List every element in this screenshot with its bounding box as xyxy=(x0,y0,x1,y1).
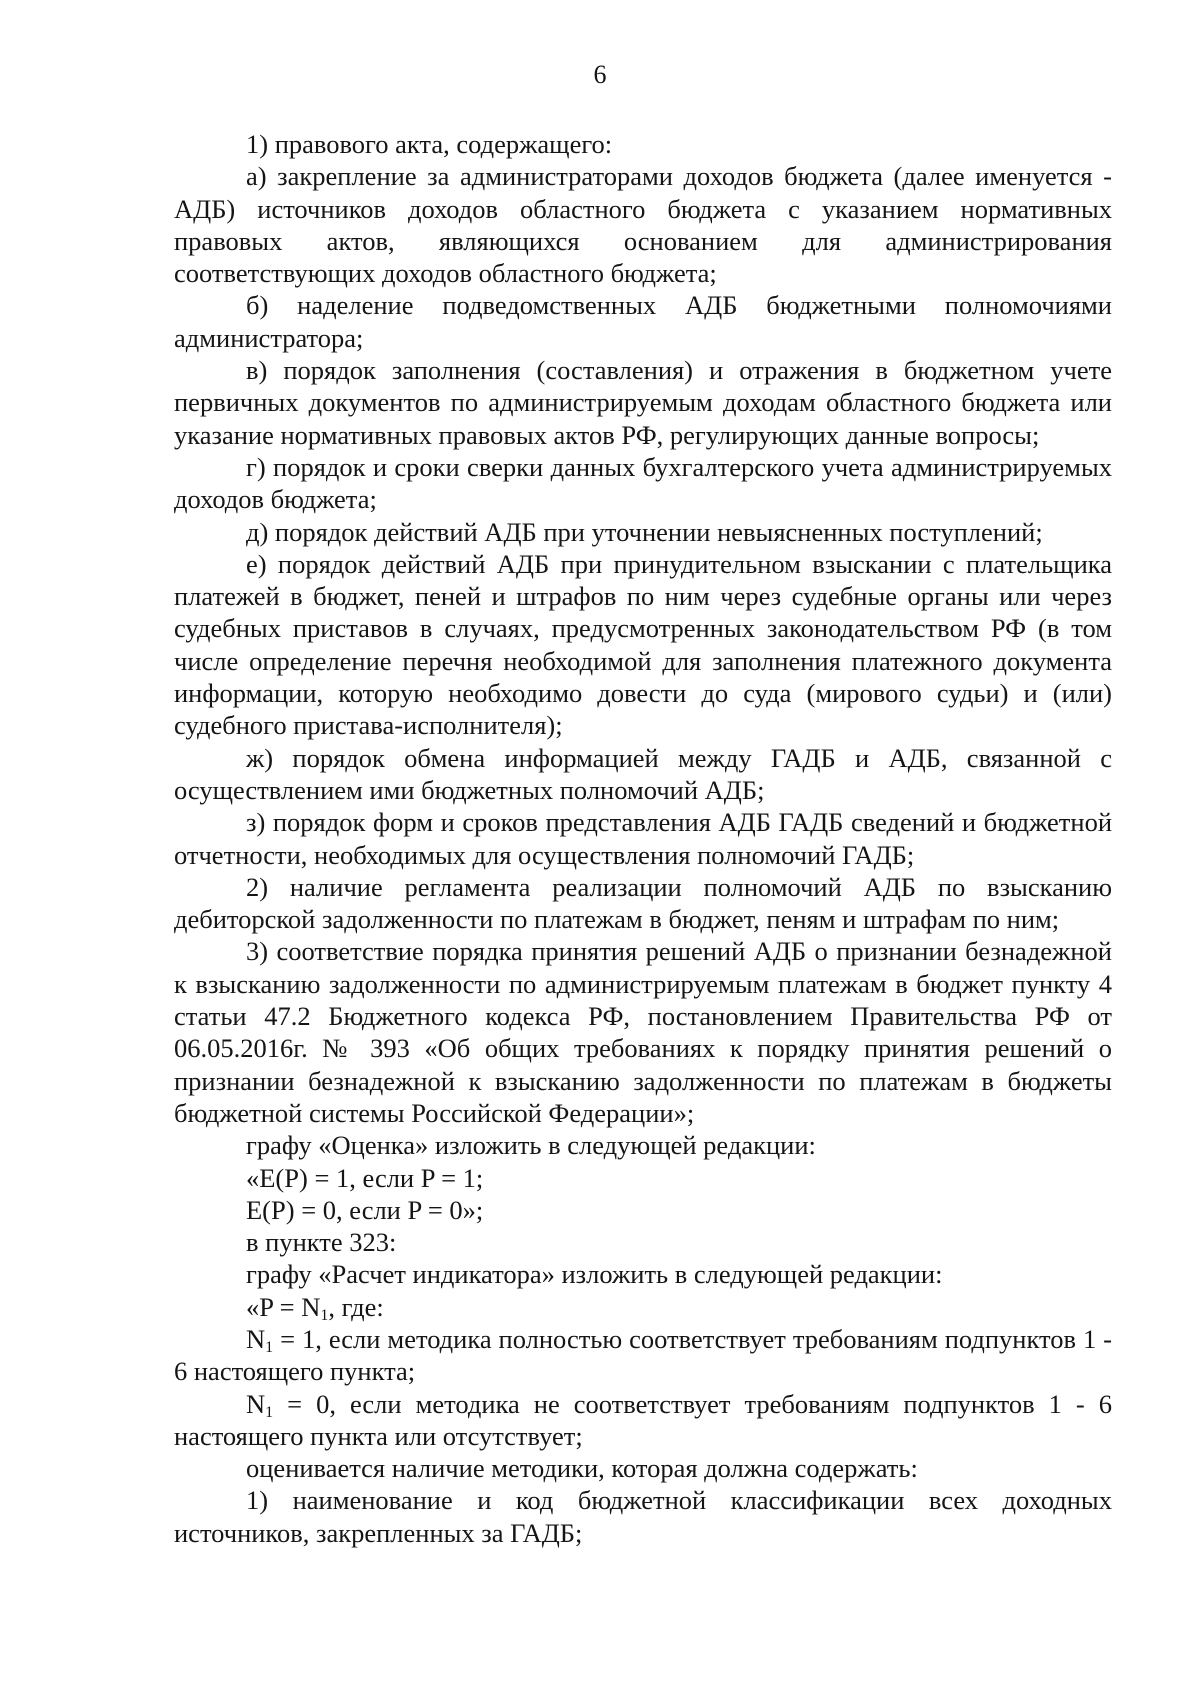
n1-zero-sub: 1 xyxy=(265,1403,274,1421)
n1-sub: 1 xyxy=(265,1338,274,1356)
paragraph-method-1: 1) наименование и код бюджетной классификации всех доходных источников, закрепленных за ГАДБ; xyxy=(174,1485,1112,1548)
paragraph-1g: г) порядок и сроки сверки данных бухгалтерского учета администрируемых доходов бюджета; xyxy=(174,451,1112,515)
paragraph-3: 3) соответствие порядка принятия решений АДБ о признании безнадежной к взысканию задолженности по администрируемым платежам в бюджет пункту 4 статьи 47.2 Бюджетного кодекса РФ, постановлением Правительства РФ от 06.05.2016г. № 393 «Об общих требованиях к порядку принятия решений о признании безнадежной к взысканию задолженности по платежам в бюджеты бюджетной системы Российской Федерации»; xyxy=(174,936,1112,1128)
paragraph-method-content: оценивается наличие методики, которая должна содержать: xyxy=(246,1453,918,1484)
formula-line-2: E(P) = 0, если P = 0»; xyxy=(246,1194,484,1225)
formula-line-1: «E(P) = 1, если P = 1; xyxy=(246,1162,484,1193)
formula-p-sub: 1 xyxy=(320,1306,329,1324)
paragraph-1d: д) порядок действий АДБ при уточнении невыясненных поступлений; xyxy=(246,516,1043,547)
paragraph-1e: е) порядок действий АДБ при принудительном взыскании с плательщика платежей в бюджет, пеней и штрафов по ним через судебные органы или через судебных приставов в случаях, предусмотренных законодательством РФ (в том числе определение перечня необходимой для заполнения платежного документа информации, которую необходимо довести до суда (мирового судьи) и (или) судебного пристава-исполнителя); xyxy=(174,548,1112,741)
document-body xyxy=(174,128,1112,1549)
n1-post: = 1, если методика полностью соответствует требованиям подпунктов 1 - 6 настоящего пункта; xyxy=(174,1323,1112,1387)
paragraph-1v: в) порядок заполнения (составления) и отражения в бюджетном учете первичных документов по администрируемым доходам областного бюджета или указание нормативных правовых актов РФ, регулирующих данные вопросы; xyxy=(174,355,1112,450)
n1-pre: N xyxy=(246,1323,266,1354)
paragraph-1: 1) правового акта, содержащего: xyxy=(246,129,613,159)
formula-p-pre: «P = N xyxy=(246,1291,321,1322)
formula-p-post: , где: xyxy=(328,1291,384,1322)
paragraph-n1-equals-0 xyxy=(174,1388,1112,1453)
n1-zero-post: = 0, если методика не соответствует требованиям подпунктов 1 - 6 настоящего пункта или отсутствует; xyxy=(174,1388,1112,1451)
paragraph-point-323: в пункте 323: xyxy=(246,1227,397,1258)
paragraph-1b: б) наделение подведомственных АДБ бюджетными полномочиями администратора; xyxy=(174,290,1112,353)
paragraph-2: 2) наличие регламента реализации полномочий АДБ по взысканию дебиторской задолженности по платежам в бюджет, пеням и штрафам по ним; xyxy=(174,871,1112,935)
paragraph-n1-equals-1 xyxy=(174,1323,1112,1388)
paragraph-1a: а) закрепление за администраторами доходов бюджета (далее именуется - АДБ) источников доходов областного бюджета с указанием нормативных правовых актов, являющихся основанием для администрирования соответствующих доходов областного бюджета; xyxy=(174,161,1112,289)
n1-zero-pre: N xyxy=(246,1388,266,1419)
paragraph-ocenka-heading: графу «Оценка» изложить в следующей редакции: xyxy=(246,1130,816,1161)
formula-p-definition xyxy=(174,1291,1112,1323)
paragraph-indicator-heading: графу «Расчет индикатора» изложить в следующей редакции: xyxy=(246,1259,943,1290)
page-number: 6 xyxy=(593,60,607,89)
paragraph-1zh: ж) порядок обмена информацией между ГАДБ и АДБ, связанной с осуществлением ими бюджетных полномочий АДБ; xyxy=(174,742,1112,805)
paragraph-1z: з) порядок форм и сроков представления АДБ ГАДБ сведений и бюджетной отчетности, необходимых для осуществления полномочий ГАДБ; xyxy=(174,807,1112,870)
